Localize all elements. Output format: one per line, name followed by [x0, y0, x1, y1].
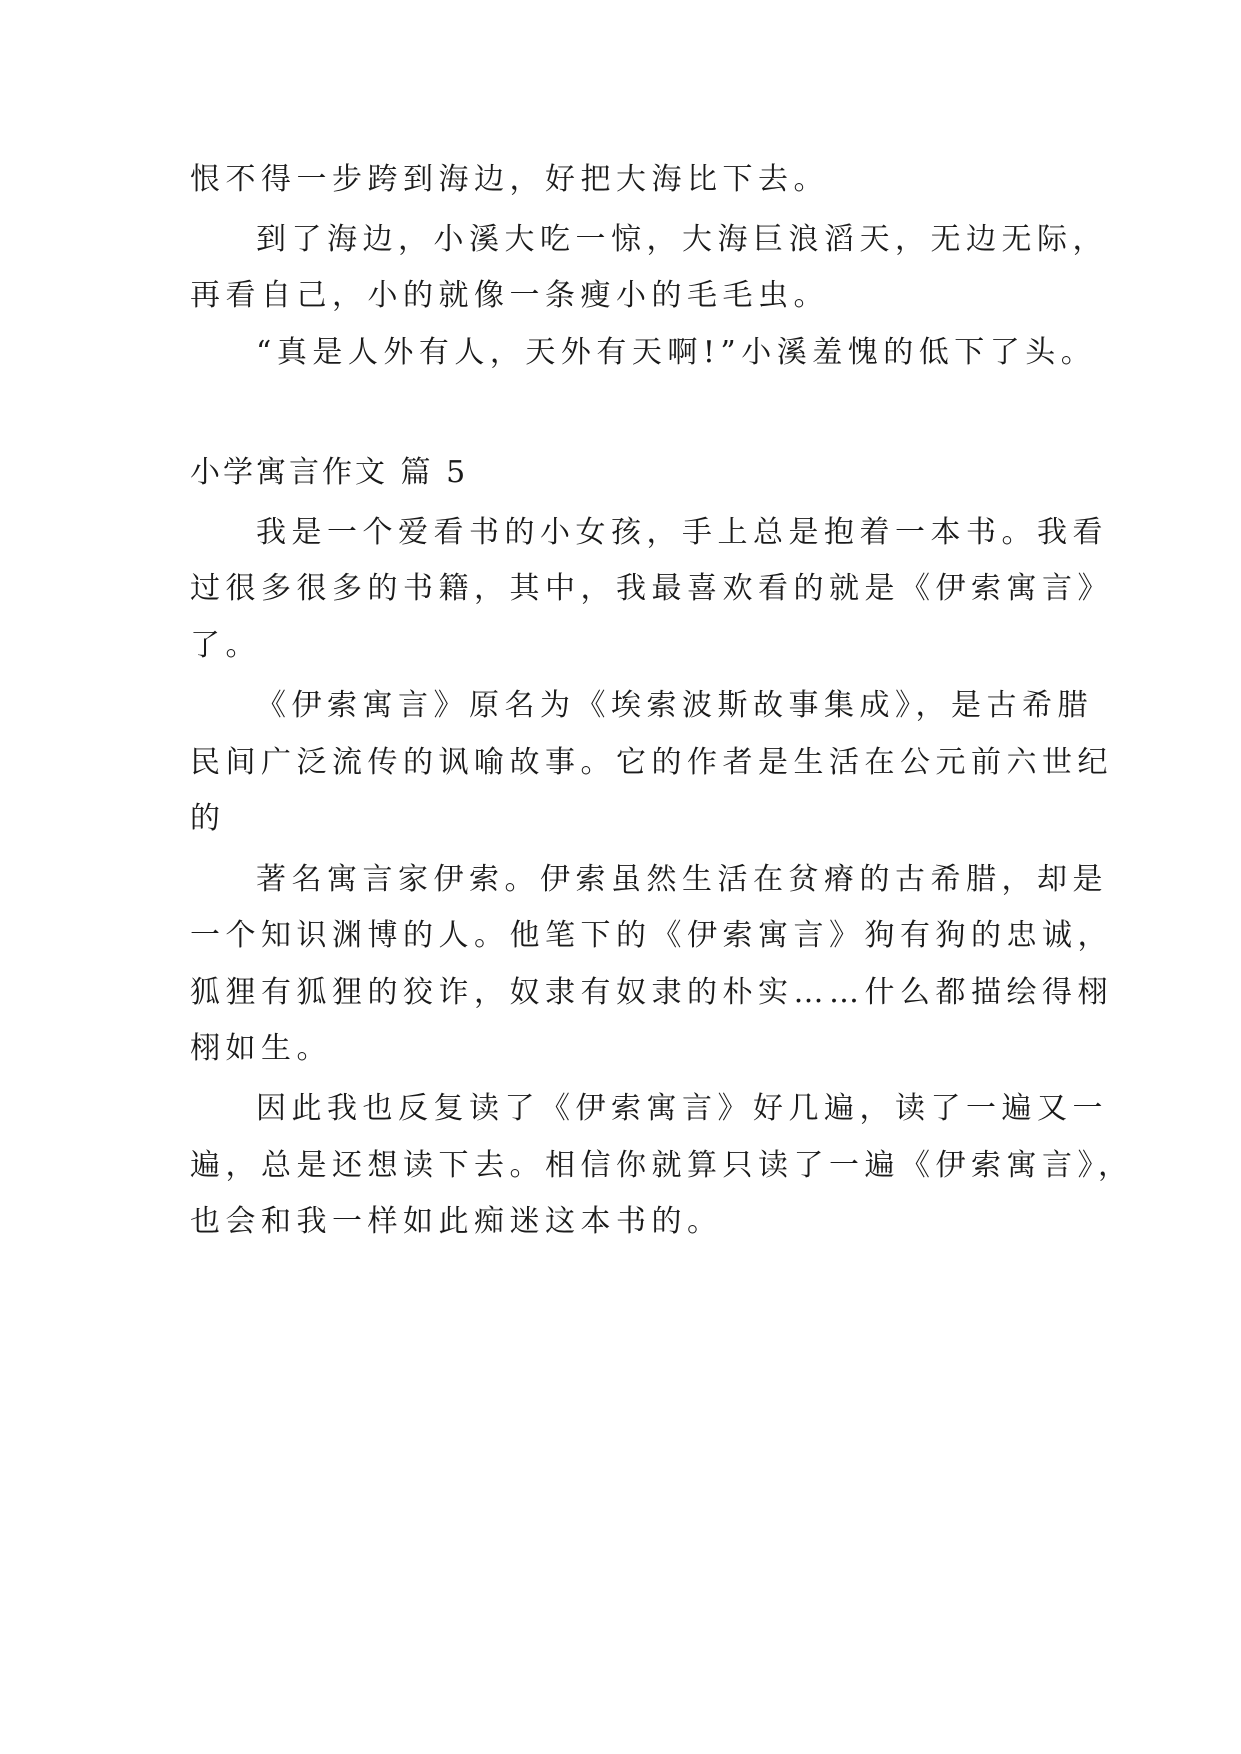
paragraph-line: “真是人外有人，天外有天啊!”小溪羞愧的低下了头。	[256, 335, 1097, 370]
paragraph-line: 栩如生。	[190, 1031, 332, 1066]
paragraph-line: 也会和我一样如此痴迷这本书的。	[190, 1204, 723, 1239]
paragraph-line: 因此我也反复读了《伊索寓言》好几遍，读了一遍又一	[256, 1091, 1108, 1126]
paragraph-line: 民间广泛流传的讽喻故事。它的作者是生活在公元前六世纪	[190, 745, 1113, 780]
paragraph-line: 恨不得一步跨到海边，好把大海比下去。	[190, 162, 829, 197]
paragraph-line: 著名寓言家伊索。伊索虽然生活在贫瘠的古希腊，却是	[256, 862, 1108, 897]
section-heading: 小学寓言作文 篇 5	[190, 455, 469, 490]
paragraph-line: 我是一个爱看书的小女孩，手上总是抱着一本书。我看	[256, 515, 1108, 550]
paragraph-line: 了。	[190, 628, 261, 663]
paragraph-line: 的	[190, 801, 226, 836]
paragraph-line: 到了海边，小溪大吃一惊，大海巨浪滔天，无边无际，	[256, 222, 1108, 257]
paragraph-line: 再看自己，小的就像一条瘦小的毛毛虫。	[190, 278, 829, 313]
paragraph-line: 一个知识渊博的人。他笔下的《伊索寓言》狗有狗的忠诚，	[190, 918, 1113, 953]
paragraph-line: 《伊索寓言》原名为《埃索波斯故事集成》，是古希腊	[256, 688, 1093, 723]
paragraph-line: 狐狸有狐狸的狡诈，奴隶有奴隶的朴实……什么都描绘得栩	[190, 975, 1113, 1010]
paragraph-line: 遍，总是还想读下去。相信你就算只读了一遍《伊索寓言》，	[190, 1148, 1134, 1183]
paragraph-line: 过很多很多的书籍，其中，我最喜欢看的就是《伊索寓言》	[190, 571, 1113, 606]
